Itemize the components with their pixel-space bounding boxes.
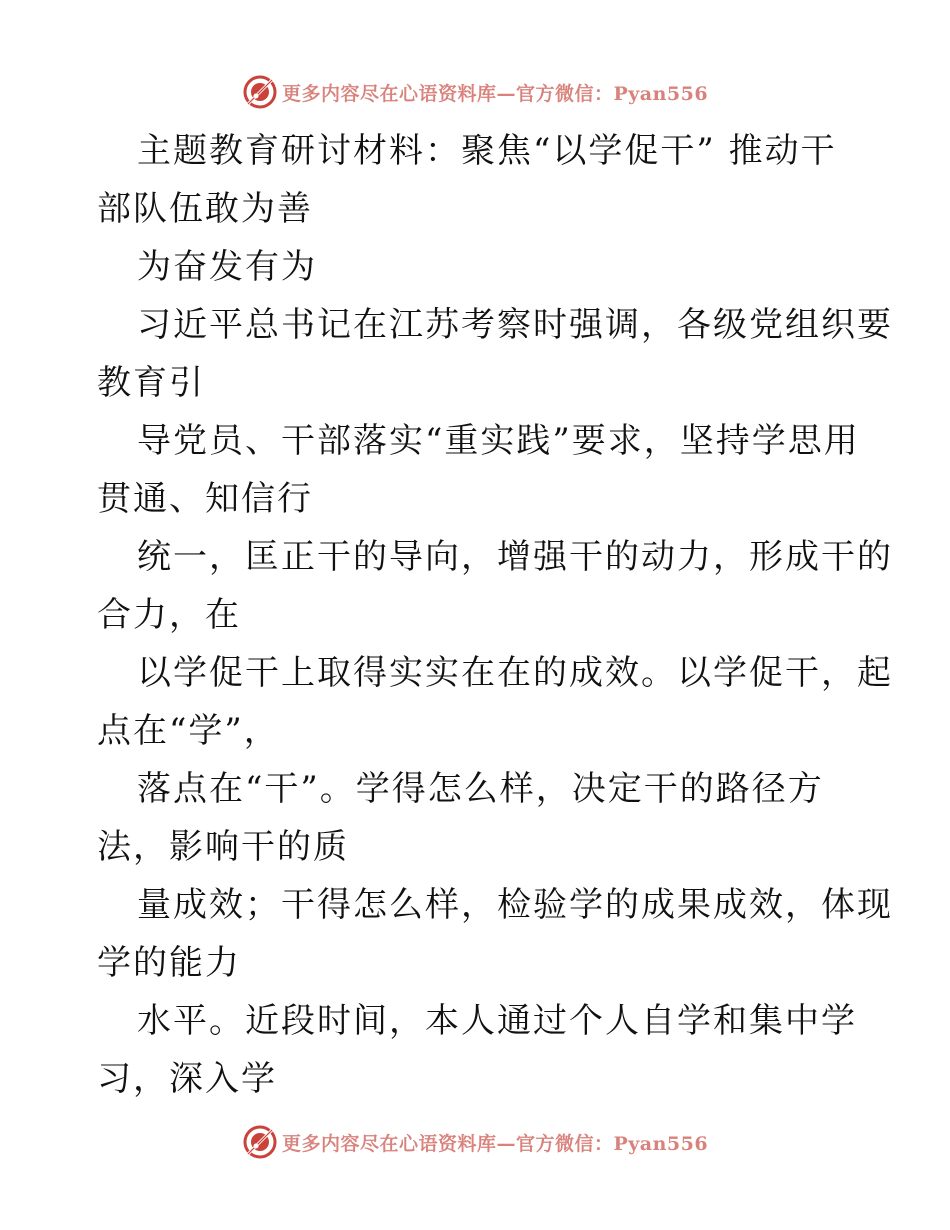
- text-line: 导党员、干部落实“重实践”要求，坚持学思用: [137, 421, 860, 461]
- footer-watermark: [0, 1122, 950, 1162]
- text-line: 主题教育研讨材料：聚焦“以学促干” 推动干: [137, 131, 837, 171]
- text-line: 点在“学”，: [97, 711, 280, 751]
- text-line: 习近平总书记在江苏考察时强调，各级党组织要: [137, 305, 893, 345]
- text-line: 合力，在: [97, 595, 241, 635]
- text-line: 部队伍敢为善: [97, 189, 313, 229]
- text-line: 水平。近段时间，本人通过个人自学和集中学: [137, 1001, 857, 1041]
- header-watermark: [0, 72, 950, 112]
- watermark-text: 更多内容尽在心语资料库—官方微信：Pyan556: [281, 82, 709, 105]
- text-line: 法，影响干的质: [97, 827, 349, 867]
- watermark-text: 更多内容尽在心语资料库—官方微信：Pyan556: [281, 1132, 709, 1155]
- library-logo-icon: [242, 1124, 278, 1160]
- library-logo-icon: [242, 74, 278, 110]
- text-line: 学的能力: [97, 943, 241, 983]
- text-line: 为奋发有为: [137, 247, 317, 287]
- text-line: 落点在“干”。学得怎么样，决定干的路径方: [137, 769, 824, 809]
- text-line: 习，深入学: [97, 1059, 277, 1099]
- text-line: 统一，匡正干的导向，增强干的动力，形成干的: [137, 537, 893, 577]
- text-line: 贯通、知信行: [97, 479, 313, 519]
- text-line: 以学促干上取得实实在在的成效。以学促干，起: [137, 653, 893, 693]
- text-line: 量成效；干得怎么样，检验学的成果成效，体现: [137, 885, 893, 925]
- text-line: 教育引: [97, 363, 205, 403]
